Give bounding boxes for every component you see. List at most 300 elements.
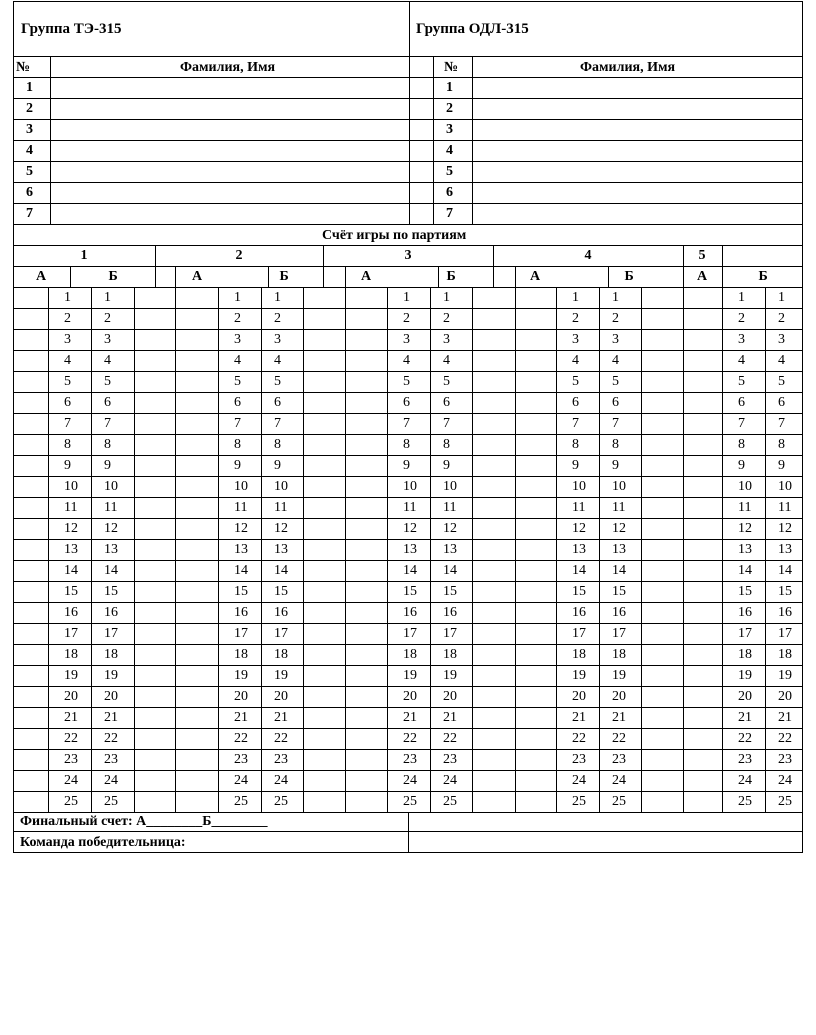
point-number-a: 25	[572, 794, 586, 809]
grid-line	[430, 287, 431, 813]
grid-line	[70, 266, 71, 288]
point-number-b: 18	[778, 647, 792, 662]
grid-line	[91, 287, 92, 813]
party-number: 3	[404, 248, 412, 263]
point-number-b: 22	[443, 731, 457, 746]
point-number-b: 4	[274, 353, 281, 368]
point-number-a: 13	[234, 542, 248, 557]
point-number-b: 12	[778, 521, 792, 536]
roster-no-header-left: №	[16, 60, 31, 75]
point-number-b: 24	[443, 773, 457, 788]
point-number-a: 7	[738, 416, 745, 431]
point-number-b: 21	[778, 710, 792, 725]
grid-line	[13, 413, 803, 414]
point-number-b: 5	[778, 374, 785, 389]
point-number-a: 4	[64, 353, 71, 368]
point-number-b: 13	[274, 542, 288, 557]
team-a-label: А	[530, 269, 541, 284]
point-number-b: 25	[443, 794, 457, 809]
roster-number-left: 3	[26, 122, 33, 137]
point-number-a: 19	[403, 668, 417, 683]
point-number-a: 8	[64, 437, 71, 452]
point-number-a: 24	[403, 773, 417, 788]
point-number-a: 14	[234, 563, 248, 578]
point-number-a: 20	[403, 689, 417, 704]
point-number-a: 16	[738, 605, 752, 620]
point-number-a: 8	[234, 437, 241, 452]
roster-no-header-right: №	[444, 60, 459, 75]
point-number-b: 2	[778, 311, 785, 326]
grid-line	[13, 245, 803, 246]
grid-line	[722, 245, 723, 267]
point-number-b: 17	[778, 626, 792, 641]
point-number-b: 4	[104, 353, 111, 368]
point-number-a: 11	[572, 500, 586, 515]
point-number-b: 22	[274, 731, 288, 746]
point-number-a: 21	[572, 710, 586, 725]
point-number-a: 6	[738, 395, 745, 410]
point-number-b: 23	[612, 752, 626, 767]
point-number-a: 17	[234, 626, 248, 641]
point-number-a: 17	[572, 626, 586, 641]
team-b-label: Б	[758, 269, 768, 284]
point-number-b: 22	[612, 731, 626, 746]
point-number-a: 3	[572, 332, 579, 347]
point-number-b: 11	[443, 500, 457, 515]
point-number-a: 1	[572, 290, 579, 305]
point-number-a: 25	[403, 794, 417, 809]
point-number-b: 1	[612, 290, 619, 305]
point-number-b: 25	[104, 794, 118, 809]
point-number-b: 2	[443, 311, 450, 326]
point-number-b: 10	[274, 479, 288, 494]
point-number-b: 7	[778, 416, 785, 431]
point-number-a: 5	[64, 374, 71, 389]
grid-line	[722, 266, 723, 288]
point-number-a: 21	[234, 710, 248, 725]
point-number-a: 7	[572, 416, 579, 431]
point-number-a: 2	[64, 311, 71, 326]
point-number-b: 1	[104, 290, 111, 305]
grid-line	[493, 266, 494, 288]
roster-number-right: 7	[446, 206, 453, 221]
grid-line	[472, 56, 473, 225]
grid-line	[515, 287, 516, 813]
point-number-a: 2	[738, 311, 745, 326]
point-number-a: 13	[738, 542, 752, 557]
party-number: 5	[698, 248, 706, 263]
point-number-b: 14	[778, 563, 792, 578]
point-number-b: 17	[274, 626, 288, 641]
point-number-a: 23	[738, 752, 752, 767]
grid-line	[438, 266, 439, 288]
point-number-b: 3	[778, 332, 785, 347]
winner-team-label: Команда победительница:	[20, 835, 186, 850]
point-number-a: 2	[403, 311, 410, 326]
grid-line	[13, 686, 803, 687]
point-number-a: 15	[572, 584, 586, 599]
point-number-a: 16	[64, 605, 78, 620]
grid-line	[13, 791, 803, 792]
point-number-a: 23	[234, 752, 248, 767]
point-number-b: 20	[274, 689, 288, 704]
point-number-a: 12	[234, 521, 248, 536]
point-number-a: 15	[234, 584, 248, 599]
point-number-b: 2	[104, 311, 111, 326]
point-number-b: 1	[274, 290, 281, 305]
point-number-b: 20	[104, 689, 118, 704]
point-number-b: 23	[443, 752, 457, 767]
grid-line	[50, 56, 51, 225]
grid-line	[13, 287, 803, 288]
grid-line	[13, 350, 803, 351]
team-b-label: Б	[279, 269, 289, 284]
roster-name-header-right: Фамилия, Имя	[580, 60, 676, 75]
point-number-b: 3	[104, 332, 111, 347]
point-number-b: 5	[612, 374, 619, 389]
point-number-b: 4	[443, 353, 450, 368]
point-number-b: 12	[443, 521, 457, 536]
grid-line	[641, 287, 642, 813]
grid-line	[261, 287, 262, 813]
point-number-a: 9	[64, 458, 71, 473]
point-number-a: 17	[738, 626, 752, 641]
point-number-a: 7	[403, 416, 410, 431]
grid-line	[683, 287, 684, 813]
grid-line	[408, 812, 409, 853]
point-number-b: 6	[274, 395, 281, 410]
point-number-a: 12	[64, 521, 78, 536]
grid-line	[134, 287, 135, 813]
point-number-a: 13	[64, 542, 78, 557]
grid-line	[345, 287, 346, 813]
point-number-a: 14	[403, 563, 417, 578]
team-a-label: А	[361, 269, 372, 284]
grid-line	[608, 266, 609, 288]
point-number-b: 18	[443, 647, 457, 662]
grid-line	[13, 476, 803, 477]
point-number-a: 22	[738, 731, 752, 746]
grid-line	[345, 266, 346, 288]
point-number-a: 12	[403, 521, 417, 536]
point-number-a: 19	[234, 668, 248, 683]
point-number-a: 3	[738, 332, 745, 347]
point-number-b: 16	[274, 605, 288, 620]
grid-line	[722, 287, 723, 813]
point-number-b: 24	[274, 773, 288, 788]
point-number-a: 2	[234, 311, 241, 326]
point-number-a: 6	[234, 395, 241, 410]
point-number-b: 3	[612, 332, 619, 347]
point-number-a: 20	[234, 689, 248, 704]
grid-line	[13, 770, 803, 771]
point-number-a: 15	[403, 584, 417, 599]
grid-line	[387, 287, 388, 813]
roster-number-right: 5	[446, 164, 453, 179]
point-number-b: 11	[778, 500, 792, 515]
point-number-b: 14	[612, 563, 626, 578]
point-number-b: 11	[104, 500, 118, 515]
point-number-b: 1	[778, 290, 785, 305]
grid-line	[13, 371, 803, 372]
point-number-b: 15	[104, 584, 118, 599]
point-number-b: 2	[612, 311, 619, 326]
grid-line	[13, 518, 803, 519]
point-number-a: 8	[403, 437, 410, 452]
point-number-a: 4	[738, 353, 745, 368]
final-score-label: Финальный счет: А________Б________	[20, 814, 268, 829]
roster-number-left: 7	[26, 206, 33, 221]
point-number-a: 6	[572, 395, 579, 410]
point-number-b: 14	[104, 563, 118, 578]
party-number: 1	[80, 248, 88, 263]
grid-line	[683, 266, 684, 288]
point-number-a: 22	[403, 731, 417, 746]
point-number-a: 23	[572, 752, 586, 767]
grid-line	[303, 287, 304, 813]
point-number-b: 17	[443, 626, 457, 641]
point-number-b: 24	[104, 773, 118, 788]
point-number-b: 10	[104, 479, 118, 494]
point-number-b: 8	[104, 437, 111, 452]
point-number-a: 13	[403, 542, 417, 557]
point-number-a: 7	[234, 416, 241, 431]
point-number-a: 23	[403, 752, 417, 767]
point-number-a: 11	[403, 500, 417, 515]
grid-line	[13, 749, 803, 750]
point-number-b: 5	[443, 374, 450, 389]
point-number-b: 3	[274, 332, 281, 347]
point-number-a: 15	[64, 584, 78, 599]
point-number-a: 17	[64, 626, 78, 641]
point-number-a: 6	[403, 395, 410, 410]
point-number-b: 19	[104, 668, 118, 683]
point-number-a: 22	[572, 731, 586, 746]
grid-line	[13, 665, 803, 666]
grid-line	[323, 245, 324, 267]
point-number-a: 9	[572, 458, 579, 473]
grid-line	[683, 245, 684, 267]
point-number-b: 9	[443, 458, 450, 473]
point-number-b: 25	[274, 794, 288, 809]
point-number-b: 10	[443, 479, 457, 494]
point-number-b: 9	[274, 458, 281, 473]
point-number-a: 11	[64, 500, 78, 515]
point-number-a: 11	[234, 500, 248, 515]
roster-number-right: 2	[446, 101, 453, 116]
grid-line	[13, 602, 803, 603]
point-number-a: 16	[403, 605, 417, 620]
point-number-a: 8	[738, 437, 745, 452]
point-number-b: 20	[443, 689, 457, 704]
point-number-b: 23	[778, 752, 792, 767]
point-number-a: 3	[403, 332, 410, 347]
grid-line	[13, 1, 14, 853]
point-number-a: 18	[64, 647, 78, 662]
point-number-a: 5	[234, 374, 241, 389]
point-number-b: 13	[612, 542, 626, 557]
grid-line	[155, 245, 156, 267]
score-title: Счёт игры по партиям	[322, 228, 467, 243]
grid-line	[13, 392, 803, 393]
point-number-a: 18	[403, 647, 417, 662]
grid-line	[13, 455, 803, 456]
roster-number-left: 2	[26, 101, 33, 116]
grid-line	[765, 287, 766, 813]
point-number-a: 25	[64, 794, 78, 809]
point-number-a: 16	[234, 605, 248, 620]
point-number-a: 9	[234, 458, 241, 473]
point-number-a: 19	[64, 668, 78, 683]
point-number-a: 11	[738, 500, 752, 515]
point-number-b: 3	[443, 332, 450, 347]
point-number-a: 10	[234, 479, 248, 494]
point-number-a: 23	[64, 752, 78, 767]
grid-line	[433, 56, 434, 225]
point-number-b: 10	[778, 479, 792, 494]
point-number-b: 13	[443, 542, 457, 557]
point-number-b: 23	[104, 752, 118, 767]
point-number-a: 22	[234, 731, 248, 746]
point-number-a: 17	[403, 626, 417, 641]
point-number-b: 13	[104, 542, 118, 557]
roster-number-right: 6	[446, 185, 453, 200]
grid-line	[493, 245, 494, 267]
point-number-b: 19	[274, 668, 288, 683]
point-number-b: 19	[778, 668, 792, 683]
roster-number-right: 4	[446, 143, 453, 158]
grid-line	[13, 581, 803, 582]
point-number-a: 13	[572, 542, 586, 557]
grid-line	[13, 644, 803, 645]
point-number-b: 18	[104, 647, 118, 662]
point-number-a: 20	[64, 689, 78, 704]
point-number-a: 24	[572, 773, 586, 788]
point-number-b: 8	[274, 437, 281, 452]
team-a-label: А	[36, 269, 47, 284]
point-number-a: 1	[64, 290, 71, 305]
point-number-a: 22	[64, 731, 78, 746]
point-number-b: 24	[612, 773, 626, 788]
point-number-b: 21	[443, 710, 457, 725]
point-number-b: 6	[104, 395, 111, 410]
point-number-a: 6	[64, 395, 71, 410]
point-number-a: 5	[738, 374, 745, 389]
point-number-b: 16	[443, 605, 457, 620]
grid-line	[13, 266, 803, 267]
point-number-b: 21	[104, 710, 118, 725]
grid-line	[13, 560, 803, 561]
roster-number-left: 6	[26, 185, 33, 200]
point-number-a: 21	[64, 710, 78, 725]
grid-line	[175, 266, 176, 288]
grid-line	[155, 266, 156, 288]
point-number-a: 18	[738, 647, 752, 662]
point-number-a: 3	[64, 332, 71, 347]
grid-line	[13, 308, 803, 309]
point-number-a: 8	[572, 437, 579, 452]
roster-number-left: 4	[26, 143, 33, 158]
team-a-label: А	[192, 269, 203, 284]
point-number-b: 22	[104, 731, 118, 746]
point-number-a: 10	[572, 479, 586, 494]
point-number-a: 24	[64, 773, 78, 788]
point-number-b: 17	[612, 626, 626, 641]
grid-line	[472, 287, 473, 813]
grid-line	[556, 287, 557, 813]
point-number-a: 10	[403, 479, 417, 494]
point-number-b: 8	[612, 437, 619, 452]
point-number-a: 19	[738, 668, 752, 683]
roster-number-right: 1	[446, 80, 453, 95]
point-number-a: 4	[572, 353, 579, 368]
grid-line	[268, 266, 269, 288]
point-number-b: 1	[443, 290, 450, 305]
point-number-a: 10	[64, 479, 78, 494]
point-number-a: 10	[738, 479, 752, 494]
point-number-b: 5	[274, 374, 281, 389]
point-number-a: 14	[738, 563, 752, 578]
grid-line	[515, 266, 516, 288]
point-number-a: 1	[234, 290, 241, 305]
point-number-b: 5	[104, 374, 111, 389]
point-number-b: 14	[274, 563, 288, 578]
roster-number-left: 5	[26, 164, 33, 179]
point-number-a: 25	[738, 794, 752, 809]
point-number-b: 24	[778, 773, 792, 788]
point-number-b: 20	[612, 689, 626, 704]
roster-name-header-left: Фамилия, Имя	[180, 60, 276, 75]
point-number-b: 8	[443, 437, 450, 452]
point-number-b: 15	[274, 584, 288, 599]
grid-line	[13, 707, 803, 708]
point-number-a: 18	[572, 647, 586, 662]
grid-line	[13, 329, 803, 330]
point-number-b: 11	[612, 500, 626, 515]
point-number-a: 14	[572, 563, 586, 578]
point-number-a: 1	[403, 290, 410, 305]
point-number-b: 9	[104, 458, 111, 473]
point-number-b: 15	[612, 584, 626, 599]
point-number-b: 7	[274, 416, 281, 431]
point-number-a: 20	[738, 689, 752, 704]
grid-line	[175, 287, 176, 813]
point-number-b: 12	[274, 521, 288, 536]
point-number-a: 5	[403, 374, 410, 389]
point-number-b: 25	[612, 794, 626, 809]
team-b-label: Б	[446, 269, 456, 284]
point-number-a: 5	[572, 374, 579, 389]
point-number-a: 1	[738, 290, 745, 305]
point-number-b: 4	[778, 353, 785, 368]
point-number-a: 15	[738, 584, 752, 599]
point-number-b: 19	[443, 668, 457, 683]
grid-line	[802, 1, 803, 853]
point-number-a: 21	[738, 710, 752, 725]
party-number: 4	[584, 248, 592, 263]
grid-line	[599, 287, 600, 813]
grid-line	[13, 497, 803, 498]
point-number-b: 18	[612, 647, 626, 662]
point-number-b: 16	[778, 605, 792, 620]
point-number-b: 7	[104, 416, 111, 431]
point-number-b: 22	[778, 731, 792, 746]
party-number: 2	[235, 248, 243, 263]
point-number-b: 16	[612, 605, 626, 620]
point-number-b: 6	[778, 395, 785, 410]
group-title-left: Группа ТЭ-315	[21, 21, 122, 37]
roster-number-left: 1	[26, 80, 33, 95]
